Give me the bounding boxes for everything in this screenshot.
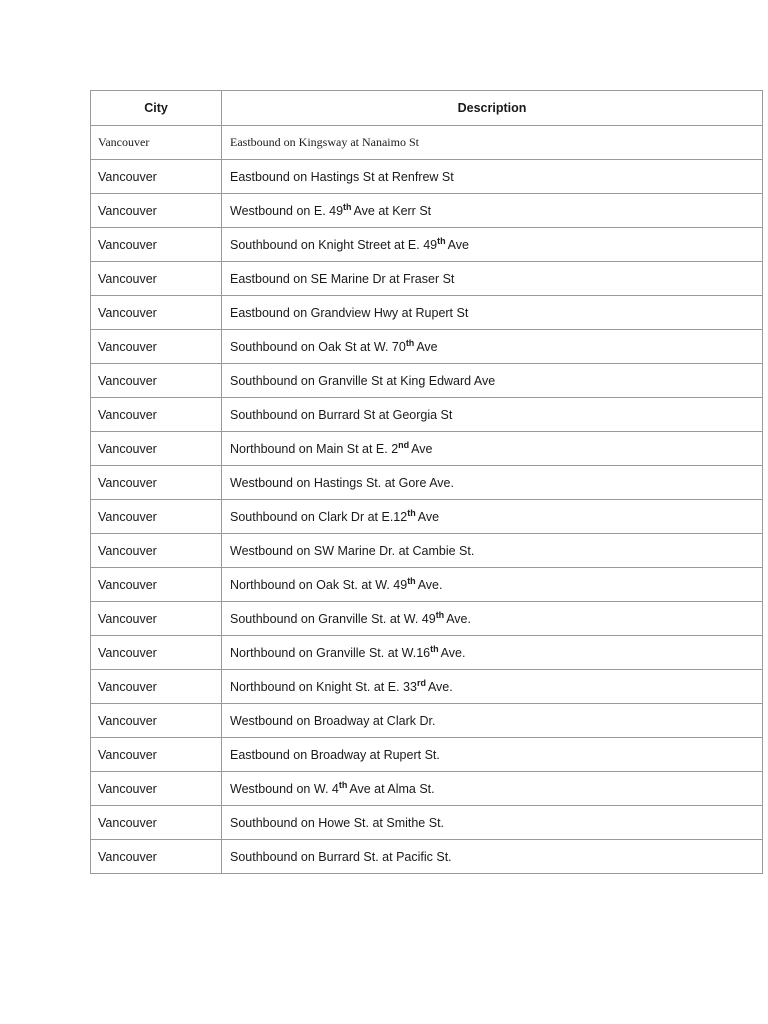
city-cell: Vancouver: [91, 738, 222, 772]
description-text: Southbound on Burrard St at Georgia St: [230, 407, 453, 422]
description-text: Ave: [417, 509, 440, 524]
description-text: Eastbound on Broadway at Rupert St.: [230, 747, 440, 762]
table-row: [91, 262, 763, 296]
ordinal-suffix: th: [435, 609, 445, 620]
ordinal-suffix: th: [430, 643, 439, 654]
city-cell: Vancouver: [91, 398, 222, 432]
city-cell: Vancouver: [91, 194, 222, 228]
description-cell: [222, 636, 763, 670]
table-row: [91, 500, 763, 534]
city-cell: Vancouver: [91, 636, 222, 670]
ordinal-suffix: th: [405, 337, 415, 348]
description-text: Westbound on W. 4: [230, 781, 339, 796]
ordinal-suffix: th: [407, 575, 416, 586]
city-cell: Vancouver: [91, 296, 222, 330]
table-row: [91, 296, 763, 330]
city-cell: Vancouver: [91, 840, 222, 874]
description-cell: [222, 126, 763, 160]
table-row: [91, 364, 763, 398]
ordinal-suffix: th: [338, 779, 348, 790]
description-text: Westbound on E. 49: [230, 203, 344, 218]
ordinal-suffix: nd: [398, 439, 410, 450]
city-cell: Vancouver: [91, 432, 222, 466]
city-cell: Vancouver: [91, 126, 222, 160]
description-text: Westbound on Broadway at Clark Dr.: [230, 713, 436, 728]
city-cell: Vancouver: [91, 330, 222, 364]
description-text: Ave at Kerr St: [353, 203, 432, 218]
description-text: Northbound on Main St at E. 2: [230, 441, 399, 456]
table-row: [91, 636, 763, 670]
description-cell: [222, 670, 763, 704]
description-text: Ave: [447, 237, 469, 252]
description-text: Eastbound on Grandview Hwy at Rupert St: [230, 305, 469, 320]
description-cell: [222, 432, 763, 466]
description-cell: [222, 568, 763, 602]
description-cell: [222, 602, 763, 636]
description-text: Westbound on Hastings St. at Gore Ave.: [230, 475, 454, 490]
description-text: Ave: [411, 441, 433, 456]
description-text: Ave.: [446, 611, 471, 626]
table-row: [91, 398, 763, 432]
description-cell: [222, 840, 763, 874]
description-cell: [222, 160, 763, 194]
city-cell: Vancouver: [91, 602, 222, 636]
description-text: Eastbound on SE Marine Dr at Fraser St: [230, 271, 455, 286]
description-text: Northbound on Granville St. at W.16: [230, 645, 431, 660]
description-cell: [222, 296, 763, 330]
description-cell: [222, 772, 763, 806]
city-cell: Vancouver: [91, 772, 222, 806]
table-row: [91, 840, 763, 874]
table-row: [91, 330, 763, 364]
ordinal-suffix: th: [343, 201, 352, 212]
description-cell: [222, 364, 763, 398]
description-cell: [222, 534, 763, 568]
description-text: Southbound on Granville St at King Edward Ave: [230, 373, 496, 388]
city-cell: Vancouver: [91, 534, 222, 568]
intersection-table: [90, 90, 763, 874]
description-text: Southbound on Granville St. at W. 49: [230, 611, 436, 626]
description-cell: [222, 466, 763, 500]
city-cell: Vancouver: [91, 670, 222, 704]
table-row: [91, 126, 763, 160]
table-row: [91, 194, 763, 228]
description-column-header: Description: [222, 91, 763, 126]
table-row: [91, 670, 763, 704]
description-text: Ave.: [417, 577, 443, 592]
description-cell: [222, 262, 763, 296]
city-cell: Vancouver: [91, 568, 222, 602]
table-row: [91, 738, 763, 772]
description-cell: [222, 330, 763, 364]
description-cell: [222, 228, 763, 262]
description-text: Southbound on Burrard St. at Pacific St.: [230, 849, 452, 864]
table-row: [91, 568, 763, 602]
table-row: [91, 806, 763, 840]
description-text: Ave: [416, 339, 438, 354]
description-text: Southbound on Oak St at W. 70: [230, 339, 406, 354]
city-cell: Vancouver: [91, 262, 222, 296]
table-header-row: [91, 91, 763, 126]
ordinal-suffix: th: [437, 235, 446, 246]
description-text: Northbound on Knight St. at E. 33: [230, 679, 417, 694]
description-cell: [222, 806, 763, 840]
table-row: [91, 466, 763, 500]
table-row: [91, 534, 763, 568]
table-row: [91, 432, 763, 466]
city-cell: Vancouver: [91, 466, 222, 500]
description-text: Southbound on Clark Dr at E.12: [230, 509, 408, 524]
ordinal-suffix: th: [407, 507, 416, 518]
description-text: Northbound on Oak St. at W. 49: [230, 577, 408, 592]
description-cell: [222, 194, 763, 228]
description-text: Southbound on Knight Street at E. 49: [230, 237, 438, 252]
description-cell: [222, 398, 763, 432]
city-cell: Vancouver: [91, 160, 222, 194]
city-cell: Vancouver: [91, 228, 222, 262]
description-text: Eastbound on Hastings St at Renfrew St: [230, 169, 454, 184]
description-text: Ave.: [440, 645, 466, 660]
city-cell: Vancouver: [91, 806, 222, 840]
description-text: Southbound on Howe St. at Smithe St.: [230, 815, 445, 830]
table-row: [91, 772, 763, 806]
table-row: [91, 228, 763, 262]
description-cell: [222, 738, 763, 772]
city-cell: Vancouver: [91, 364, 222, 398]
city-column-header: City: [91, 91, 222, 126]
table-body: [91, 126, 763, 874]
city-cell: Vancouver: [91, 704, 222, 738]
description-cell: [222, 704, 763, 738]
description-text: Westbound on SW Marine Dr. at Cambie St.: [230, 543, 475, 558]
description-text: Ave at Alma St.: [349, 781, 435, 796]
description-text: Eastbound on Kingsway at Nanaimo St: [230, 135, 419, 149]
description-text: Ave.: [427, 679, 453, 694]
table-row: [91, 704, 763, 738]
city-cell: Vancouver: [91, 500, 222, 534]
table-row: [91, 160, 763, 194]
ordinal-suffix: rd: [416, 677, 426, 688]
description-cell: [222, 500, 763, 534]
table-row: [91, 602, 763, 636]
